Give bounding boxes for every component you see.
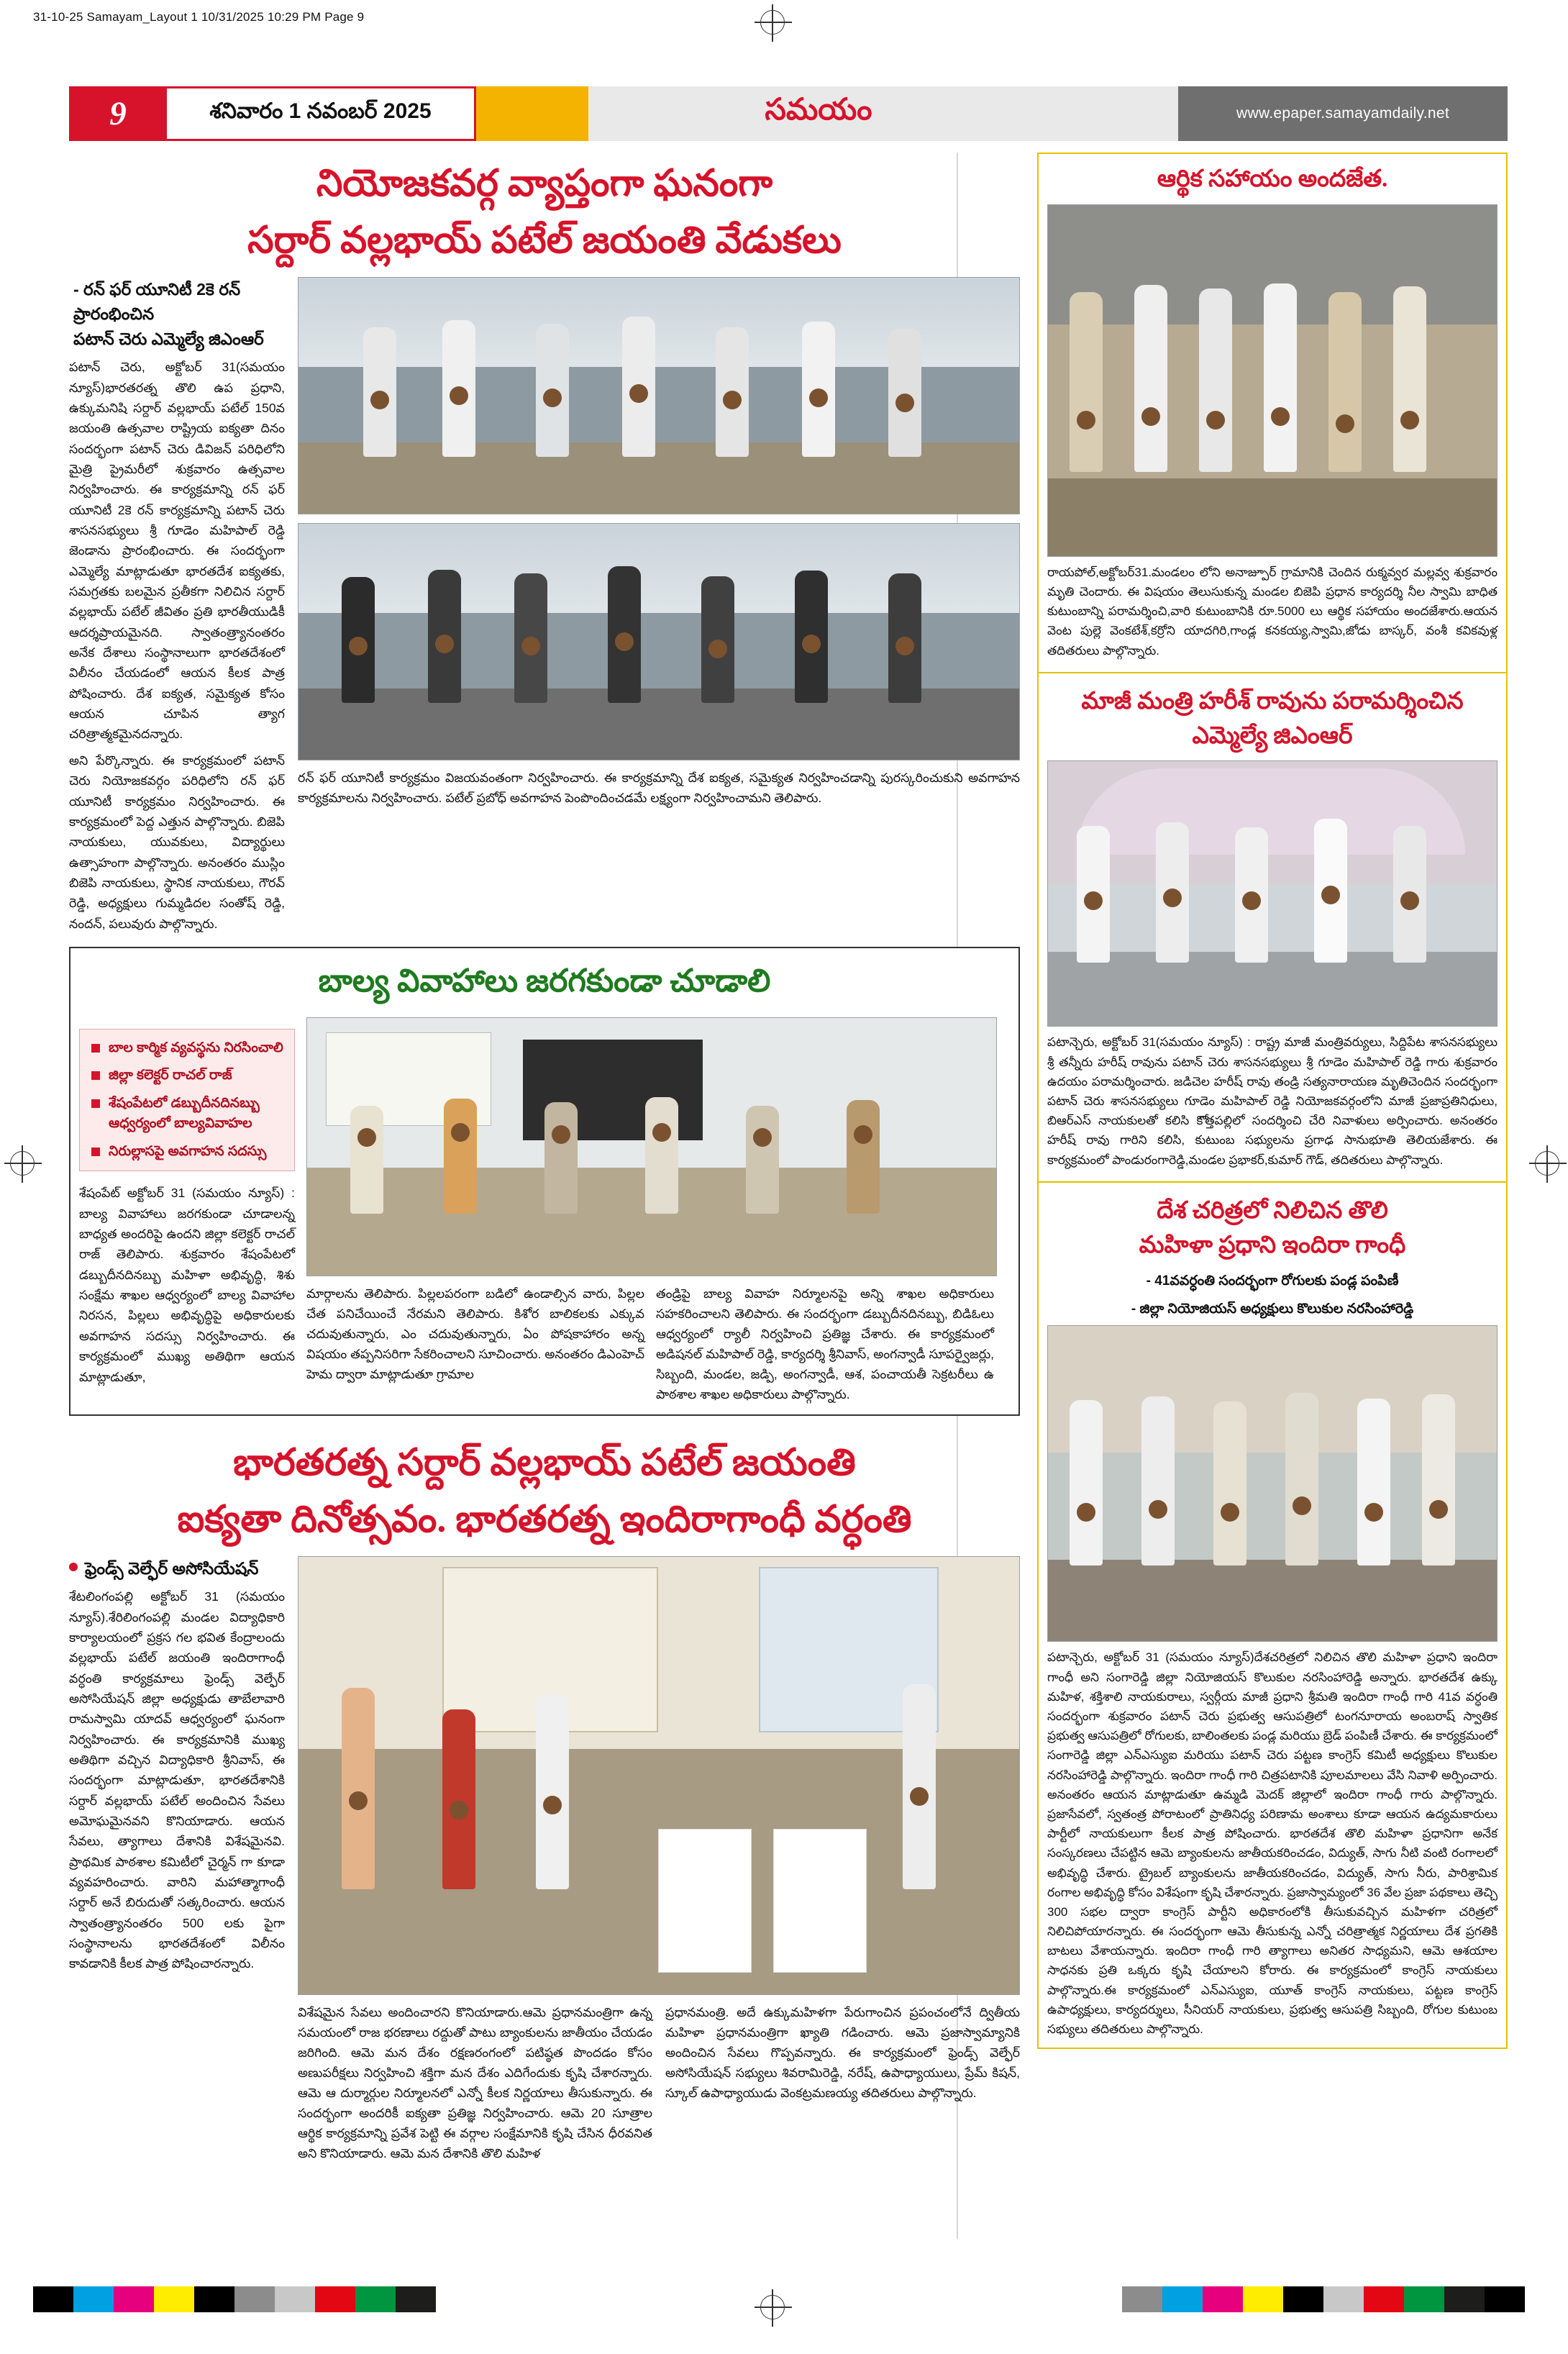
bottom-dek: ఫ్రెండ్స్ వెల్ఫేర్ అసోసియేషన్ <box>85 1558 259 1578</box>
newspaper-title: సమయం <box>588 86 1049 141</box>
right-story-2-headline: మాజీ మంత్రి హరీశ్ రావును పరామర్శించిన ఎమ్మెల్యే జిఎంఆర్ <box>1081 688 1464 749</box>
box-body-col2: మార్గాలను తెలిపారు. పిల్లలపరంగా బడిలో ఉండాల్సిన వారు, పిల్లల చేత పనిచేయించే నేరమని తెలిపారు. కిశోర బాలికలకు ఎక్కువ చదువుతున్నారు, ఎం చదువుతున్నారు, ఏం పోషకాహారం అన్న విషయం తప్పనిసరిగా సేకరించాలని సూచించారు. అనంతరం డిఎంహెచ్ హెమ ద్వారా మాట్లాడుతూ గ్రామాల <box>306 1286 644 1381</box>
box-bullet-4: నిరుల్లాసపై అవగాహన సదస్సు <box>90 1142 284 1163</box>
right-story-harish-rao <box>1039 676 1506 1178</box>
registration-mark-bottom <box>760 2295 785 2319</box>
masthead-grey-block <box>1049 86 1178 141</box>
print-color-bar-right <box>1122 2286 1525 2312</box>
page-number: 9 <box>109 95 127 132</box>
right-divider-1 <box>1039 672 1506 673</box>
box-story-photo-awareness-meeting <box>306 1017 997 1276</box>
print-slug: 31-10-25 Samayam_Layout 1 10/31/2025 10:29 PM Page 9 <box>33 10 365 24</box>
lead-body-col2: అని పేర్కొన్నారు. ఈ కార్యక్రమంలో పటాన్ చెరు నియోజకవర్గం పరిధిలోని రన్ ఫర్ యూనిటీ కార్యక్రమం నిర్వహించారు. ఈ కార్యక్రమంలో పెద్ద ఎత్తున పాల్గొన్నారు. బిజెపి నాయకులు, యువకులు, విద్యార్థులు ఉత్సాహంగా పాల్గొన్నారు. అనంతరం ముస్లిం బిజెపి నాయకులు, స్థానిక నాయకులు, గౌరవ్ రెడ్డి, అధ్యక్షులు గుమ్మడిదల సంతోష్ రెడ్డి, నందన్, పలువురు పాల్గొన్నారు. <box>69 753 285 931</box>
bottom-body-col3: ప్రధానమంత్రి. అదే ఉక్కుమహిళగా పేరుగాంచిన ప్రపంచంలోనే ద్వితీయ మహిళా ప్రధానమంత్రిగా ఖ్యాతి గడించారు. ఆమె ప్రజాస్వామ్యానికి అందించిన సేవలు గొప్పవన్నారు. ఈ కార్యక్రమంలో ఫ్రెండ్స్ వెల్ఫేర్ అసోసియేషన్ సభ్యులు శివరామిరెడ్డి, నరేష్, ఉపాధ్యాయులు, ప్రేమ్ కిషన్, స్కూల్ ఉపాధ్యాయుడు వెంకట్రమణయ్య తదితరులు పాల్గొన్నారు. <box>665 2004 1020 2100</box>
right-photo-fruit-distribution <box>1047 1325 1498 1642</box>
box-bullet-3: శేషంపేటలో డబ్బుదీనదినబ్బు ఆధ్వర్యంలో బాల్యవివాహల <box>90 1094 284 1135</box>
left-column <box>69 153 1020 2163</box>
bottom-headline-line1: భారతరత్న సర్దార్ వల్లభాయ్ పటేల్ జయంతి <box>233 1442 856 1483</box>
masthead-yellow-block <box>476 86 588 141</box>
box-bullet-1: బాల కార్మిక వ్యవస్థను నిరసించాలి <box>90 1038 284 1059</box>
right-divider-2 <box>1039 1181 1506 1183</box>
registration-mark-top <box>760 10 785 35</box>
right-story-3-headline-line1: దేశ చరిత్రలో నిలిచిన తొలి <box>1157 1197 1388 1224</box>
lead-headline-line2: సర్దార్ వల్లభాయ్ పటేల్ జయంతి వేడుకలు <box>247 220 842 262</box>
right-story-3-headline-line2: మహిళా ప్రధాని ఇందిరా గాంధీ <box>1139 1232 1406 1258</box>
bottom-body-col1: శేటలింగంపల్లి అక్టోబర్ 31 (సమయం న్యూస్).శేరిలింగంపల్లి మండల విద్యాధికారి కార్యాలయంలో ప్రక్రస గల భవిత కేంద్రాలందు వల్లభాయ్ పటేల్ జయంతి ఇందిరాగాంధీ వర్ధంతి కార్యక్రమాలు ఫ్రెండ్స్ వెల్ఫేర్ అసోసియేషన్ జిల్లా అధ్యక్షుడు తాబేలావారి రామస్వామి యాదవ్ ఆధ్వర్యంలో ఘనంగా నిర్వహించారు. ఈ కార్యక్రమానికి ముఖ్య అతిథిగా వచ్చిన విద్యాధికారి శ్రీనివాస్, ఈ సందర్భంగా మాట్లాడుతూ, భారతదేశానికి సర్దార్ వల్లభాయ్ పటేల్ అందించిన సేవలు అమోఘమైనవని కొనియాడారు. ఆయన సేవలు, త్యాగాలు దేశానికి విశేషమైనవి. ప్రాథమిక పాఠశాల కమిటీలో చైర్మన్ గా కూడా వ్యవహరించారు. వారిని మహాత్మాగాంధీ సర్దార్ అనే బిరుదుతో సత్కరించారు. ఆయన స్వాతంత్ర్యానంతరం 500 లకు పైగా సంస్థానాలను భారతదేశంలో విలీనం కావడానికి కీలక పాత్ర పోషించారన్నారు. <box>69 1589 285 1971</box>
bullet-dot-icon <box>69 1563 78 1571</box>
box-story-child-marriage <box>69 947 1020 1416</box>
box-body-col3: తండ్రిపై బాల్య వివాహ నిర్మూలనపై అన్ని శాఖల అధికారులు సహకరించాలని తెలిపారు. ఈ సందర్భంగా డబ్బుదీనదినబ్బు, బిడిఓలు ఆధ్వర్యంలో ర్యాలీ నిర్వహించి ప్రతిజ్ఞ చేశారు. ఈ కార్యక్రమంలో అడిషనల్ మహిపాల్ రెడ్డి, కార్యదర్శి శ్రీనివాస్, అంగన్వాడీ సూపర్వైజర్లు, సిబ్బంది, మండల, జడ్పి, అంగన్వాడీ, ఆశ, పంచాయతీ సెక్రటరీలు ఉ పాఠశాల శాఖల అధికారులు పాల్గొన్నారు. <box>656 1286 994 1401</box>
lead-body-col3: రన్ ఫర్ యూనిటీ కార్యక్రమం విజయవంతంగా నిర్వహించారు. ఈ కార్యక్రమాన్ని దేశ ఐక్యత, సమైక్యత నిర్వహించడాన్ని పురస్కరించుకుని అవగాహన కార్యక్రమాలను నిర్వహించారు. పటేల్ ప్రబోధ్ అవగాహన పెంపొందించడమే లక్ష్యంగా నిర్వహించామని తెలిపారు. <box>298 770 1020 805</box>
bottom-story <box>69 1432 1020 2163</box>
box-story-headline: బాల్య వివాహాలు జరగకుండా చూడాలి <box>318 963 771 999</box>
right-story-3-dek-line2: - జిల్లా నియోజియస్ అధ్యక్షులు కొలుకుల నరసింహారెడ్డి <box>1131 1301 1414 1317</box>
right-story-2-body: పటాన్చెరు, అక్టోబర్ 31(సమయం న్యూస్) : రాష్ట్ర మాజీ మంత్రివర్యులు, సిద్దిపేట శాసనసభ్యులు శ్రీ తన్నీరు హరీష్ రావును పటాన్ చెరు శాసనసభ్యులు శ్రీ గూడెం మహిపాల్ రెడ్డి గారు శుక్రవారం ఉదయం పరామర్శించారు. జడిచెల హరీష్ రావు తండ్రి సత్యనారాయణ మృతిచెందిన సందర్భంగా పటాన్ చెరు శాసనసభ్యులు గూడెం మహిపాల్ రెడ్డి నియోజకవర్గంలోని మాజీ ప్రజాప్రతినిధులు, బిఆర్ఎస్ నాయకులతో కలిసి కొోత్తపల్లిలో సందర్శించి చేరి నివాళులు అర్పించారు. అనంతరం హరీష్ రావు గారిని కలిసి, కుటుంబ సభ్యులను ప్రగాఢ సానుభూతి తెలియజేశారు. ఈ కార్యక్రమంలో పాండురంగారెడ్డి,మండల ప్రభాకర్,కుమార్ గౌడ్, తదితరులు పాల్గొన్నారు. <box>1047 1035 1498 1167</box>
page-number-badge <box>69 86 167 141</box>
right-story-financial-aid <box>1039 154 1506 669</box>
lead-dek-line2: పటాన్ చెరు ఎమ్మెల్యే జిఎంఆర్ <box>73 329 264 348</box>
right-story-indira-gandhi <box>1039 1186 1506 2048</box>
lead-headline-line1: నియోజకవర్గ వ్యాప్తంగా ఘనంగా <box>316 163 773 204</box>
right-story-1-body: రాయపోల్,అక్టోబర్31.మండలం లోని అనాజ్పూర్ గ్రామానికి చెందిన రుక్మవ్వర మల్లవ్వ శుక్రవారం మృతి చెందారు. ఈ విషయం తెలుసుకున్న మండల బిజెపి ప్రధాన కార్యదర్శి నీల స్వామి బాధిత కుటుంబాన్ని పరామర్శించి,వారి కుటుంబానికి రూ.5000 లు ఆర్థిక సహాయం అందజేశారు.ఆయన వెంట పుల్లె వెంకటేశ్,కర్రోని యాదగిరి,గాండ్ల కనకయ్య,స్వామి,జోడు బాస్కర్, వంశీ కవికవుళ్ల తదితరులు పాల్గొన్నారు. <box>1047 565 1498 658</box>
lead-photo-run-for-unity <box>298 523 1020 760</box>
lead-photo-rally-start <box>298 277 1020 514</box>
right-story-3-dek-line1: - 41వవర్ధంతి సందర్భంగా రోగులకు పండ్ల పంపిణీ <box>1146 1273 1399 1289</box>
lead-story <box>69 153 1020 934</box>
bottom-body-col2: విశేషమైన సేవలు అందించారని కొనియాడారు.ఆమె ప్రధానమంత్రిగా ఉన్న సమయంలో రాజ భరణాలు రద్దుతో పాటు బ్యాంకులను జాతీయం చేయడం జరిగింది. ఆమె మన దేశం రక్షణరంగంలో పటిష్ఠత పొందడం కోసం అణుపరీక్షలు నిర్వహించి శక్తిగా మన దేశం ఎదిగేందుకు కృషి చేశారన్నారు. ఆమె ఆ దుర్మార్గుల నిర్మూలనలో ఎన్నో కీలక నిర్ణయాలు తీసుకున్నారు. ఈ సందర్భంగా అందరికీ ఐక్యతా ప్రతిజ్ఞ నిర్వహించారు. ఆమె 20 సూత్రాల ఆర్థిక కార్యక్రమాన్ని ప్రవేశ పెట్టి ఈ వర్గాల సంక్షేమానికి కృషి చేసిన ధీరవనిత అని కొనియాడారు. ఆమె మన దేశానికి తొలి మహిళ <box>298 2004 652 2160</box>
epaper-url[interactable]: www.epaper.samayamdaily.net <box>1178 86 1508 141</box>
right-story-3-body: పటాన్చెరు, అక్టోబర్ 31 (సమయం న్యూస్)దేశచరిత్రలో నిలిచిన తొలి మహిళా ప్రధాని ఇందిరా గాంధీ అని సంగారెడ్డి జిల్లా నియోజియస్ కొలుకుల నరసింహారెడ్డి అన్నారు. భారతదేశ ఉక్కు మహిళ, శక్తిశాలి నాయకురాలు, స్వర్గీయ మాజీ ప్రధాని శ్రీమతి ఇందిరా గాంధీ గారి 41వ వర్ధంతి సందర్భంగా శుక్రవారం పటాన్ చెరు ప్రభుత్వ ఆసుపత్రిలో టంగనూరాయ అంబరాష్ స్వాతిక ప్రభుత్వ ఆసుపత్రిలో రోగులకు, బాలింతలకు పండ్ల మరియు బ్రెడ్ పంపిణీ చేశారు. ఈ కార్యక్రమంలో సంగారెడ్డి జిల్లా ఎన్ఎస్యుఐ మరియు పటాన్ చెరు పట్టణ కాంగ్రెస్ కమిటీ అధ్యక్షులు కొలుకుల నరసింహారెడ్డి పాల్గొన్నారు. ఇందిరా గాంధీ గారి చిత్రపటానికి పూలమాలలు వేసి నివాళి అర్పించారు. అనంతరం ఆయన మాట్లాడుతూ ఉమ్మడి మెదక్ జిల్లాలో ఇందిరా గాంధీ గారు పాల్గొన్నారు. ప్రజాసేవలో, స్వతంత్ర పోరాటంలో ప్రాతినిధ్య పరిణామ అంశాలు కూడా ఆయన ఉద్యమకారులు పార్టీలో నాయకులుగా కీలక పాత్ర పోషించారు. భారతదేశ తొలి మహిళా ప్రధానిగా అనేక సంస్కరణలు చేపట్టిన ఆమె బ్యాంకులను జాతీయకరించడం, విద్యుత్, సాగు నీటి వంటి రంగాలలో అభివృద్ధి చేశారు. ట్రైబల్ బ్యాంకులను జాతీయకరించడం, విద్యుత్, సాగు నీరు, పారిశ్రామిక రంగాల అభివృద్ధి కోసం విశేషంగా కృషి చేశారన్నారు. ప్రజాస్వామ్యంలో 36 వేల ప్రజా పథకాలు తెచ్చి 300 సభల ద్వారా కాంగ్రెస్ పార్టీని అధికారంలోకి తీసుకువచ్చిన మహిళగా చరిత్రలో నిలిచిపోయారన్నారు. ఈ సందర్భంగా ఆమె తీసుకున్న ఎన్నో చరిత్రాత్మక నిర్ణయాలు దేశ ప్రగతికి బాటలు వేశాయన్నారు. ఇందిరా గాంధీ గారి త్యాగాలు అనితర సాధ్యమని, ఆమె ఆశయాల సాధనకు ప్రతి ఒక్కరు కృషి చేయాలని కోరారు. ఈ కార్యక్రమంలో కాంగ్రెస్ నాయకులు పాల్గొన్నారు.ఈ కార్యక్రమంలో ఎన్ఎస్యుఐ, యూత్ కాంగ్రెస్ నాయకులు, పట్టణ కాంగ్రెస్ ఉపాధ్యక్షులు, కార్యదర్శులు, సీనియర్ నాయకులు, ప్రభుత్వ ఆసుపత్రి సిబ్బంది, రోగుల కుటుంబ సభ్యులు తదితరులు పాల్గొన్నారు. <box>1047 1650 1498 2037</box>
box-story-bullet-list <box>79 1029 295 1172</box>
right-photo-financial-aid <box>1047 204 1498 557</box>
lead-dek-line1: - రన్ ఫర్ యూనిటీ 2కె రన్ ప్రారంభించిన <box>73 279 241 324</box>
registration-mark-left <box>10 1151 35 1176</box>
box-body-col1: శేషంపేట్ అక్టోబర్ 31 (సమయం న్యూస్) : బాల్య వివాహాలు జరగకుండా చూడాలన్న బాధ్యత అందరిపై ఉందని జిల్లా కలెక్టర్ రాచల్ రాజ్ తెలిపారు. శుక్రవారం శేషంపేటలో డబ్బుదీనదినబ్బు మహిళా అభివృద్ధి, శిశు సంక్షేమ శాఖల ఆధ్వర్యంలో బాల్య వివాహాల నిరసన, పిల్లలు అభివృద్ధిపై అధికారులకు అవగాహన సదస్సు నిర్వహించారు. ఈ కార్యక్రమంలో ముఖ్య అతిథిగా ఆయన మాట్లాడుతూ, <box>79 1186 295 1384</box>
masthead <box>69 86 1508 141</box>
right-column <box>1037 153 1508 2049</box>
bottom-headline-line2: ఐక్యతా దినోత్సవం. భారతరత్న ఇందిరాగాంధీ వర్ధంతి <box>177 1499 912 1541</box>
right-story-1-headline: ఆర్థిక సహాయం అందజేత. <box>1157 166 1388 192</box>
bottom-photo-patel-indira-tribute <box>298 1556 1020 1995</box>
right-photo-condolence-visit <box>1047 760 1498 1027</box>
issue-date: శనివారం 1 నవంబర్ 2025 <box>167 86 476 141</box>
lead-body-col1: పటాన్ చెరు, అక్టోబర్ 31(సమయం న్యూస్)భారతరత్న తొలి ఉప ప్రధాని, ఉక్కుమనిషి సర్దార్ వల్లభాయ్ పటేల్ 150వ జయంతి ఉత్సవాల రాష్ట్రియ ఐక్యతా దినం సందర్భంగా పటాన్ చెరు డివిజన్ పరిధిలోని మైత్రి ప్రైమరీలో శుక్రవారం ఉత్సవాల నిర్వహించారు. ఈ కార్యక్రమాన్ని రన్ ఫర్ యూనిటీ 2కె రన్ కార్యక్రమాన్ని పటాన్ చెరు శాసనసభ్యులు శ్రీ గూడెం మహిపాల్ రెడ్డి జెండాను ప్రారంభించారు. ఈ సందర్భంగా ఎమ్మెల్యే మాట్లాడుతూ భారతదేశ ఐక్యతకు, సమగ్రతకు బలమైన ప్రతీకగా నిలిచిన సర్దార్ వల్లభాయ్ పటేల్ జీవితం ప్రతి భారతీయుడికీ ఆదర్శప్రాయమైనది. స్వాతంత్ర్యానంతరం అనేక దేశాలు సంస్థానాలుగా భారతదేశంలో విలీనం చేయడంలో ఆయన కీలక పాత్ర పోషించారు. దేశ ఐక్యత, సమైక్యత కోసం ఆయన చూపిన త్యాగ చరిత్రాత్మకమైనదన్నారు. <box>69 360 285 742</box>
print-color-bar-left <box>33 2286 436 2312</box>
registration-mark-right <box>1535 1151 1559 1176</box>
box-bullet-2: జిల్లా కలెక్టర్ రాచల్ రాజ్ <box>90 1065 284 1086</box>
